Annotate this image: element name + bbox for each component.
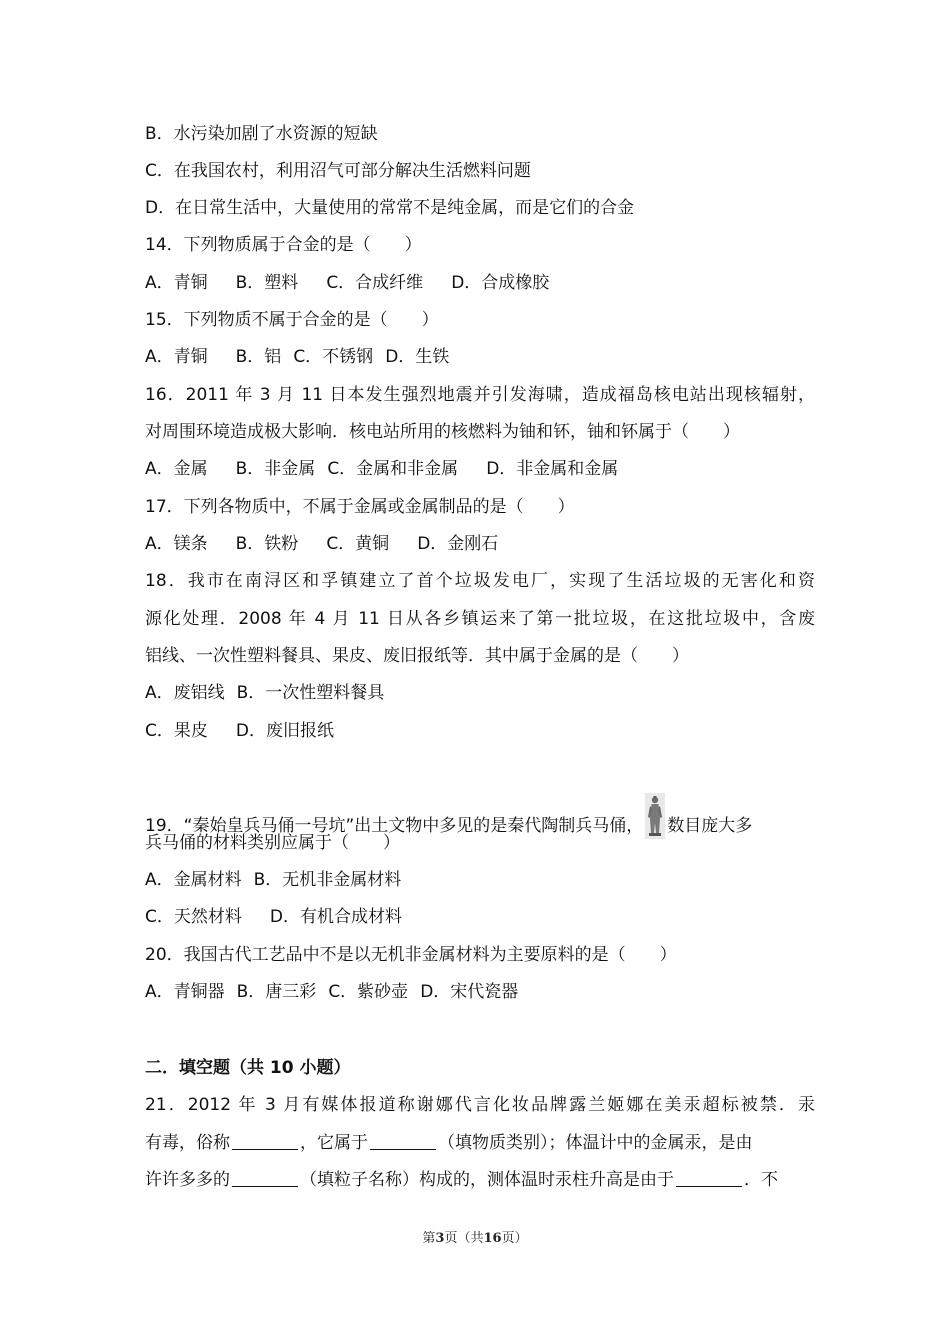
question-18-line1: 18．我市在南浔区和孚镇建立了首个垃圾发电厂，实现了生活垃圾的无害化和资 [145, 571, 815, 591]
option: B．一次性塑料餐具 [236, 683, 385, 703]
total-pages: 16 [483, 1231, 502, 1246]
q13-option-d: D．在日常生活中，大量使用的常常不是纯金属，而是它们的合金 [145, 198, 635, 218]
question-21-line2 [145, 1131, 815, 1155]
question-17-options [145, 532, 815, 556]
question-18-options-row2 [145, 719, 815, 743]
question-21-text: ．不 [744, 1170, 778, 1190]
question-20: 20．我国古代工艺品中不是以无机非金属材料为主要原料的是（ ） [145, 945, 677, 965]
option: D．合成橡胶 [451, 273, 550, 293]
question-21-text: 许许多多的 [145, 1170, 230, 1190]
option: D．金刚石 [417, 534, 499, 554]
answer-blank [232, 1168, 298, 1187]
option: B．唐三彩 [236, 982, 317, 1002]
option: C．天然材料 [145, 907, 242, 927]
answer-blank [232, 1131, 298, 1150]
option: D．有机合成材料 [269, 907, 402, 927]
question-15-options [145, 345, 815, 369]
question-21-text: 有毒，俗称 [145, 1133, 230, 1153]
option: B．铝 [235, 347, 282, 367]
option: A．金属材料 [145, 870, 242, 890]
option: D．非金属和金属 [486, 459, 619, 479]
question-18-line2: 源化处理．2008 年 4 月 11 日从各乡镇运来了第一批垃圾，在这批垃圾中，含废 [145, 609, 815, 629]
answer-blank [676, 1168, 742, 1187]
question-19-line2: 兵马俑的材料类别应属于（ ） [145, 833, 400, 853]
question-21-text: （填物质类别）；体温计中的金属汞，是由 [438, 1133, 753, 1153]
option: A．废铝线 [145, 683, 225, 703]
question-18-line3: 铝线、一次性塑料餐具、果皮、废旧报纸等．其中属于金属的是（ ） [145, 646, 689, 666]
q13-option-c: C．在我国农村，利用沼气可部分解决生活燃料问题 [145, 161, 531, 181]
option: A．镁条 [145, 534, 208, 554]
option: A．金属 [145, 459, 208, 479]
question-16-line1: 16．2011 年 3 月 11 日本发生强烈地震并引发海啸，造成福岛核电站出现核辐射， [145, 385, 815, 405]
question-15: 15．下列物质不属于合金的是（ ） [145, 310, 439, 330]
option: B．塑料 [235, 273, 299, 293]
question-19-options-row1 [145, 868, 815, 892]
option: C．合成纤维 [326, 273, 424, 293]
question-14: 14．下列物质属于合金的是（ ） [145, 235, 422, 255]
page-footer [0, 1227, 950, 1246]
section-heading: 二．填空题（共 10 小题） [145, 1058, 351, 1078]
option: C．果皮 [145, 721, 208, 741]
option: D．废旧报纸 [235, 721, 334, 741]
question-21-line3 [145, 1168, 815, 1192]
option: B．铁粉 [235, 534, 299, 554]
footer-suffix: 页） [501, 1231, 528, 1246]
q13-option-b: B．水污染加剧了水资源的短缺 [145, 124, 378, 144]
option: B．无机非金属材料 [253, 870, 402, 890]
option: C．黄铜 [326, 534, 390, 554]
question-19-text-a: 19．“秦始皇兵马俑一号坑”出土文物中多见的是秦代陶制兵马俑， [145, 816, 644, 836]
footer-middle: 页（共 [444, 1231, 484, 1246]
option: B．非金属 [235, 459, 316, 479]
footer-prefix: 第 [422, 1231, 436, 1246]
option: C．金属和非金属 [327, 459, 459, 479]
option: D．宋代瓷器 [420, 982, 519, 1002]
question-17: 17．下列各物质中，不属于金属或金属制品的是（ ） [145, 497, 575, 517]
option: D．生铁 [385, 347, 450, 367]
question-21-text: ，它属于 [300, 1133, 368, 1153]
question-20-options [145, 980, 815, 1004]
option: A．青铜 [145, 273, 208, 293]
option: C．紫砂壶 [328, 982, 409, 1002]
option: C．不锈钢 [293, 347, 374, 367]
question-21-line1: 21．2012 年 3 月有媒体报道称谢娜代言化妆品牌露兰姬娜在美汞超标被禁．汞 [145, 1095, 815, 1115]
question-19-options-row2 [145, 905, 815, 929]
option: A．青铜 [145, 347, 208, 367]
question-16-line2: 对周围环境造成极大影响．核电站所用的核燃料为铀和钚，铀和钚属于（ ） [145, 422, 740, 442]
question-21-text: （填粒子名称）构成的，测体温时汞柱升高是由于 [300, 1170, 674, 1190]
answer-blank [370, 1131, 436, 1150]
page-number: 3 [435, 1231, 445, 1246]
question-14-options [145, 271, 815, 295]
question-16-options [145, 457, 815, 481]
question-18-options-row1 [145, 681, 815, 705]
option: A．青铜器 [145, 982, 225, 1002]
question-19-text-b: 数目庞大多 [667, 816, 753, 836]
